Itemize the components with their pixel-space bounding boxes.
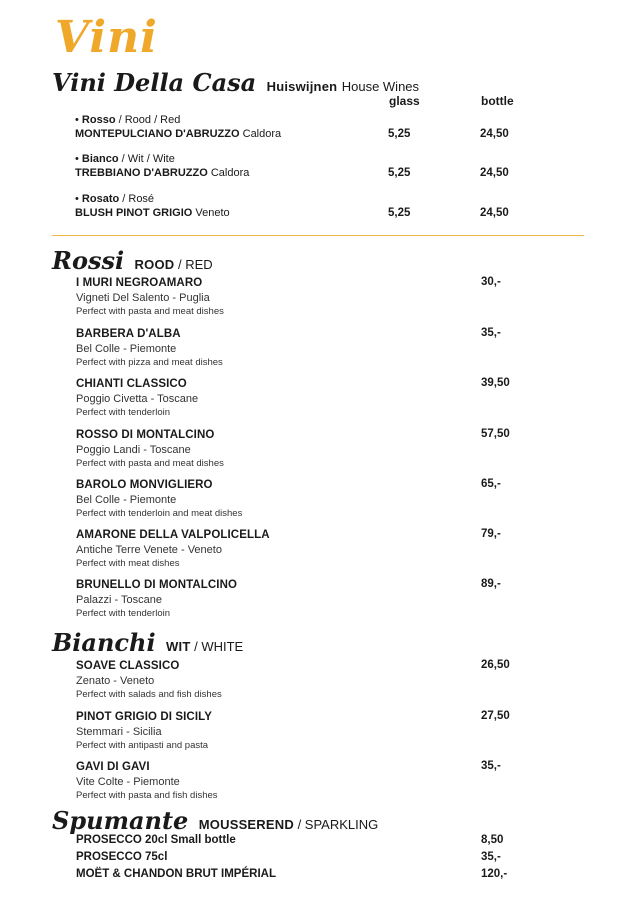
wine-pairing-note: Perfect with meat dishes (76, 558, 180, 569)
house-wines-script-title: Vini Della Casa (52, 68, 257, 97)
wine-origin: Poggio Civetta - Toscane (76, 393, 199, 405)
house-wine-item: • Rosato / Rosé BLUSH PINOT GRIGIO Veneto 5,25 24,50 (75, 193, 509, 219)
wine-item (76, 276, 536, 319)
house-wine-item: • Bianco / Wit / Wite TREBBIANO D'ABRUZZO Caldora 5,25 24,50 (75, 153, 509, 179)
wine-pairing-note: Perfect with pizza and meat dishes (76, 357, 223, 368)
wine-pairing-note: Perfect with pasta and fish dishes (76, 790, 218, 801)
bianchi-title-rest: / WHITE (190, 639, 244, 654)
bianchi-heading (52, 628, 243, 657)
wine-origin: Vite Colte - Piemonte (76, 776, 180, 788)
wine-item (76, 377, 536, 420)
wine-origin: Zenato - Veneto (76, 675, 155, 687)
sparkling-item (76, 867, 536, 882)
house-wines-title-nl: Huiswijnen (266, 79, 338, 94)
wine-price: 120,- (481, 868, 508, 880)
sparkling-item (76, 850, 536, 865)
wine-origin: Bel Colle - Piemonte (76, 494, 177, 506)
wine-type: Rosato (81, 193, 120, 205)
wine-origin: Bel Colle - Piemonte (76, 343, 177, 355)
wine-item (76, 710, 536, 753)
wine-item (76, 327, 536, 370)
wine-price: 35,- (481, 327, 501, 339)
wine-name: TREBBIANO D'ABRUZZO (75, 167, 208, 179)
wine-price: 39,50 (481, 377, 510, 389)
bottle-price: 24,50 (480, 167, 509, 179)
wine-pairing-note: Perfect with tenderloin (76, 407, 170, 418)
wine-name: I MURI NEGROAMARO (76, 277, 203, 289)
spumante-title-bold: MOUSSEREND (198, 817, 294, 832)
wine-price: 26,50 (481, 659, 510, 671)
wine-item (76, 528, 536, 571)
wine-origin: Poggio Landi - Toscane (76, 444, 191, 456)
rossi-title-rest: / RED (174, 257, 213, 272)
wine-origin: Vigneti Del Salento - Puglia (76, 292, 210, 304)
wine-pairing-note: Perfect with antipasti and pasta (76, 740, 209, 751)
wine-pairing-note: Perfect with pasta and meat dishes (76, 458, 224, 469)
page-title: Vini (55, 12, 158, 63)
wine-name: BAROLO MONVIGLIERO (76, 479, 213, 491)
rossi-heading (52, 246, 213, 275)
house-wine-item: • Rosso / Rood / Red MONTEPULCIANO D'ABRUZZO Caldora 5,25 24,50 (75, 114, 509, 140)
bottle-price: 24,50 (480, 207, 509, 219)
wine-item (76, 659, 536, 702)
wine-pairing-note: Perfect with pasta and meat dishes (76, 306, 224, 317)
wine-producer: Caldora (239, 128, 282, 140)
wine-name: PROSECCO 75cl (76, 851, 168, 863)
house-wines-heading (52, 68, 419, 97)
wine-origin: Stemmari - Sicilia (76, 726, 162, 738)
wine-pairing-note: Perfect with salads and fish dishes (76, 689, 222, 700)
wine-item (76, 428, 536, 471)
spumante-script-title: Spumante (52, 806, 189, 835)
glass-price: 5,25 (388, 167, 411, 179)
rossi-title-bold: ROOD (134, 257, 175, 272)
bottle-price: 24,50 (480, 128, 509, 140)
glass-price: 5,25 (388, 207, 411, 219)
sparkling-item (76, 833, 536, 848)
wine-price: 65,- (481, 478, 501, 490)
wine-name: PINOT GRIGIO DI SICILY (76, 711, 212, 723)
spumante-heading (52, 806, 378, 835)
wine-price: 27,50 (481, 710, 510, 722)
wine-pairing-note: Perfect with tenderloin (76, 608, 170, 619)
wine-name: MONTEPULCIANO D'ABRUZZO (75, 128, 240, 140)
wine-name: PROSECCO 20cl Small bottle (76, 834, 236, 846)
wine-name: GAVI DI GAVI (76, 761, 150, 773)
wine-pairing-note: Perfect with tenderloin and meat dishes (76, 508, 243, 519)
wine-price: 79,- (481, 528, 501, 540)
wine-name: MOËT & CHANDON BRUT IMPÉRIAL (76, 868, 276, 880)
wine-price: 8,50 (481, 834, 504, 846)
house-wines-title-en: House Wines (341, 79, 420, 94)
wine-producer: Veneto (192, 207, 230, 219)
bottle-column-header: bottle (481, 94, 514, 108)
wine-price: 35,- (481, 760, 501, 772)
wine-name: CHIANTI CLASSICO (76, 378, 187, 390)
wine-producer: Caldora (207, 167, 250, 179)
bianchi-script-title: Bianchi (52, 628, 156, 657)
wine-price: 89,- (481, 578, 501, 590)
wine-name: BLUSH PINOT GRIGIO (75, 207, 193, 219)
wine-item (76, 760, 536, 803)
wine-origin: Antiche Terre Venete - Veneto (76, 544, 222, 556)
wine-origin: Palazzi - Toscane (76, 594, 163, 606)
wine-name: AMARONE DELLA VALPOLICELLA (76, 529, 270, 541)
wine-item (76, 578, 536, 621)
wine-name: BARBERA D'ALBA (76, 328, 181, 340)
wine-name: ROSSO DI MONTALCINO (76, 429, 215, 441)
wine-price: 35,- (481, 851, 501, 863)
glass-column-header: glass (389, 94, 420, 108)
bianchi-title-bold: WIT (166, 639, 191, 654)
rossi-script-title: Rossi (52, 246, 125, 275)
wine-type: Bianco (81, 153, 119, 165)
glass-price: 5,25 (388, 128, 411, 140)
wine-name: SOAVE CLASSICO (76, 660, 180, 672)
wine-name: BRUNELLO DI MONTALCINO (76, 579, 238, 591)
wine-price: 30,- (481, 276, 501, 288)
wine-type: Rosso (81, 114, 116, 126)
section-divider (52, 235, 584, 236)
wine-price: 57,50 (481, 428, 510, 440)
wine-item (76, 478, 536, 521)
spumante-title-rest: / SPARKLING (293, 817, 379, 832)
